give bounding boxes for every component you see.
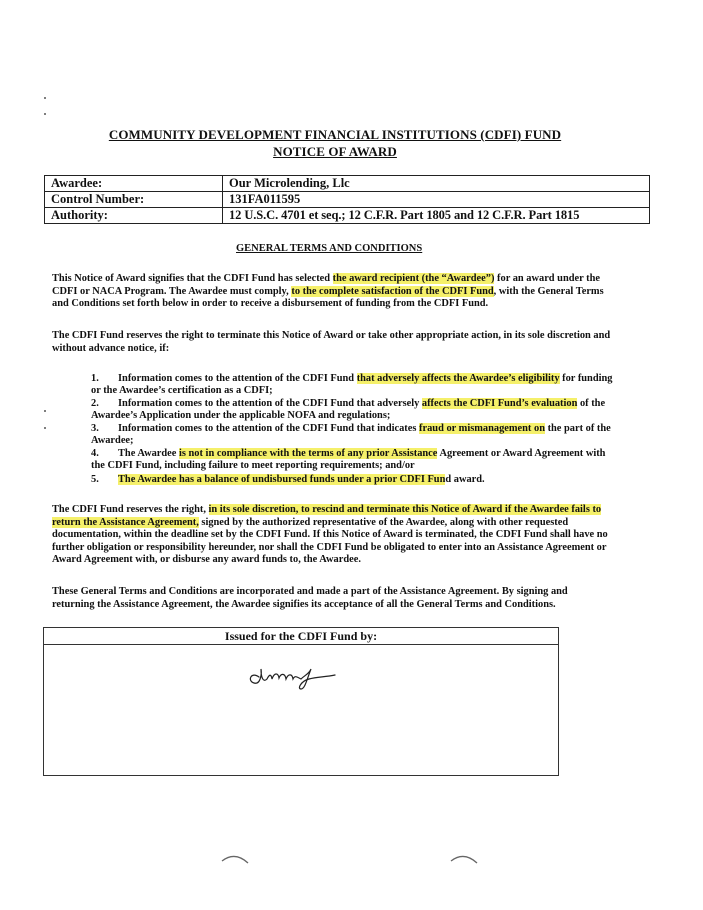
section-heading: GENERAL TERMS AND CONDITIONS [236, 243, 423, 254]
authority-value: 12 U.S.C. 4701 et seq.; 12 C.F.R. Part 1805 and 12 C.F.R. Part 1815 [223, 208, 650, 224]
scan-speck [44, 97, 46, 99]
highlight: affects the CDFI Fund’s evaluation [421, 398, 578, 409]
awardee-label: Awardee: [45, 176, 223, 192]
control-number-label: Control Number: [45, 192, 223, 208]
list-item: 3. Information comes to the attention of the CDFI Fund that indicates fraud or mismanagement on the part of the Awardee; [91, 423, 611, 447]
authority-label: Authority: [45, 208, 223, 224]
highlight: The Awardee has a balance of undisbursed funds under a prior CDFI Fun [118, 474, 446, 485]
signature-box-header: Issued for the CDFI Fund by: [44, 628, 558, 645]
punch-hole-mark [220, 853, 250, 869]
signature-image [245, 657, 365, 697]
table-row [45, 208, 650, 224]
intro-paragraph: This Notice of Award signifies that the CDFI Fund has selected the award recipient (the “Awardee”) for an award under the CDFI or NACA Program. The Awardee must comply, to the complete satisfaction of the CDFI Fund, with the General Terms and Conditions set forth below in order to receive a disbursement of funding from the CDFI Fund. [52, 273, 604, 309]
highlight: the award recipient (the “Awardee”) [332, 273, 495, 284]
awardee-value: Our Microlending, Llc [223, 176, 650, 192]
highlight: fraud or mismanagement on [419, 423, 545, 434]
list-item: 4. The Awardee is not in compliance with the terms of any prior Assistance Agreement or Award Agreement with the CDFI Fund, including failure to meet reporting requirements; and/or [91, 448, 606, 472]
highlight: to the complete satisfaction of the CDFI Fund [291, 285, 494, 297]
list-item: 2. Information comes to the attention of the CDFI Fund that adversely affects the CDFI Fund’s evaluation of the Awardee’s Application under the applicable NOFA and regulations; [91, 398, 606, 422]
table-row [45, 176, 650, 192]
scan-speck [44, 427, 46, 429]
rescind-paragraph: The CDFI Fund reserves the right, in its sole discretion, to rescind and terminate this Notice of Award if the Awardee fails to return the Assistance Agreement, signed by the authorized representative of the Awardee, along with other requested documentation, within the deadline set by the CDFI Fund. If this Notice of Award is terminated, the CDFI Fund shall have no further obligation or responsibility hereunder, nor shall the CDFI Fund be obligated to enter into an Assistance Agreement or Award Agreement with, or disburse any award funds to, the Awardee. [52, 504, 608, 565]
highlight: that adversely affects the Awardee’s eligibility [356, 373, 560, 384]
list-item: 1. Information comes to the attention of the CDFI Fund that adversely affects the Awardee’s eligibility for funding or the Awardee’s certification as a CDFI; [91, 373, 613, 397]
scan-speck [44, 410, 46, 412]
highlight: in its sole discretion, to rescind and terminate this Notice of Award if the Awardee fails to return the Assistance Agreement, [52, 504, 602, 528]
award-info-table [44, 175, 650, 224]
list-item: 5. The Awardee has a balance of undisbursed funds under a prior CDFI Fund award. [91, 474, 485, 485]
document-title-line1: COMMUNITY DEVELOPMENT FINANCIAL INSTITUTIONS (CDFI) FUND [108, 127, 562, 142]
signature-box [43, 627, 559, 776]
punch-hole-mark [449, 853, 479, 869]
table-row [45, 192, 650, 208]
highlight: is not in compliance with the terms of any prior Assistance [179, 448, 438, 459]
termination-paragraph: The CDFI Fund reserves the right to terminate this Notice of Award or take other appropriate action, in its sole discretion and without advance notice, if: [52, 330, 611, 354]
scan-speck [44, 113, 46, 115]
control-number-value: 131FA011595 [223, 192, 650, 208]
acceptance-paragraph: These General Terms and Conditions are incorporated and made a part of the Assistance Agreement. By signing and returning the Assistance Agreement, the Awardee signifies its acceptance of all the General Terms and Conditions. [52, 586, 568, 610]
document-title-line2: NOTICE OF AWARD [273, 144, 397, 159]
